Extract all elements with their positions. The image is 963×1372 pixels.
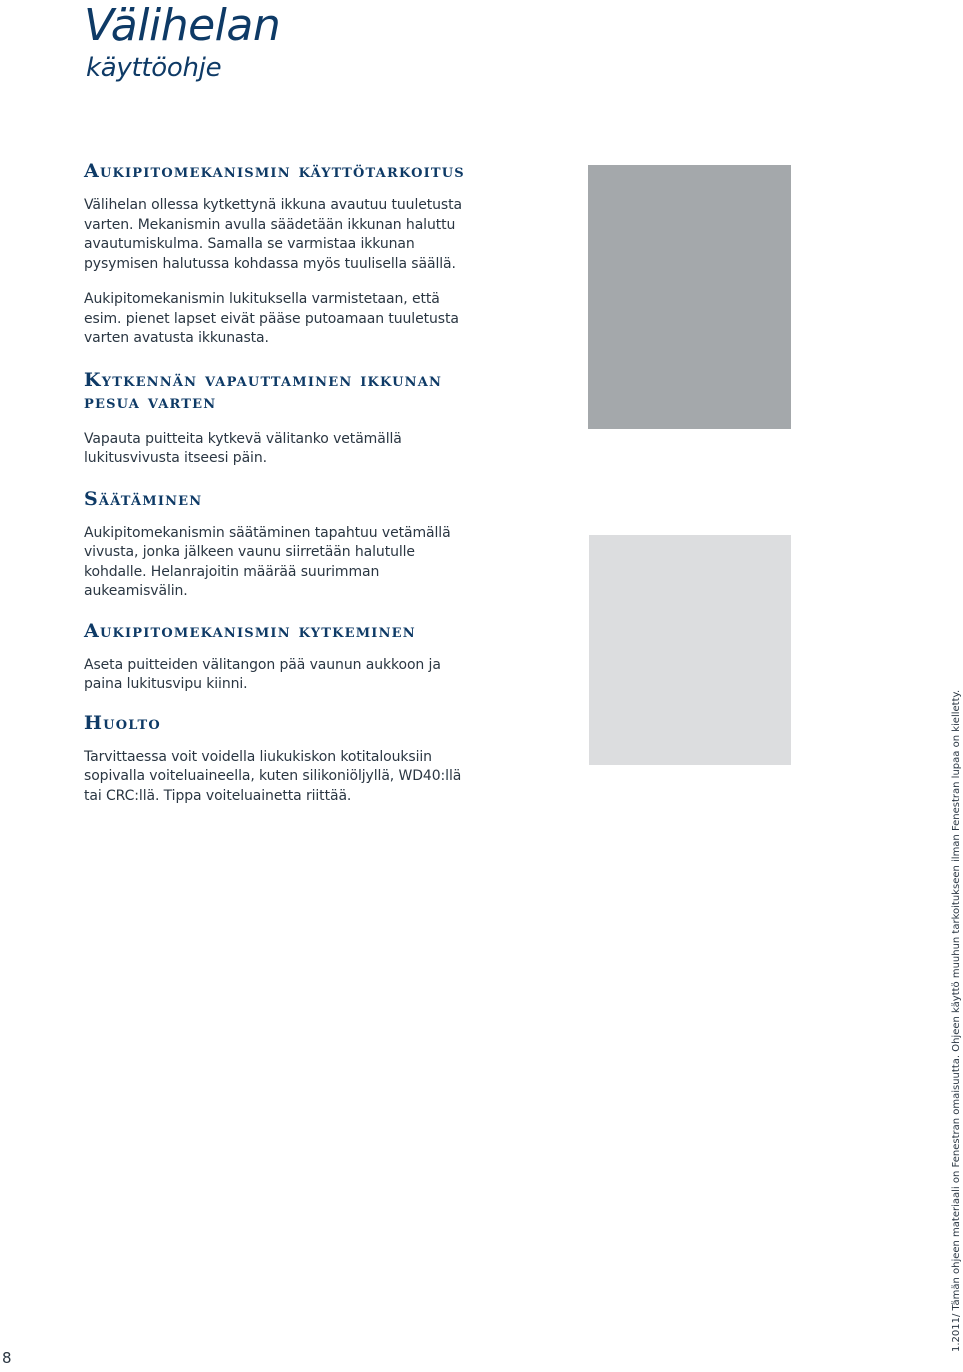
section-heading: Säätäminen <box>84 487 203 510</box>
section-heading: Huolto <box>84 711 161 734</box>
section-paragraph: Vapauta puitteita kytkevä välitanko vetämällä lukitusvivusta itseesi päin. <box>84 430 402 466</box>
section-heading: Aukipitomekanismin käyttötarkoitus <box>84 160 465 182</box>
section-heading: Kytkennän vapauttaminen ikkunan pesua varten <box>84 368 443 413</box>
page-number: 8 <box>2 1349 12 1367</box>
page-title: Välihelan <box>84 0 281 51</box>
main-content <box>84 160 474 806</box>
section-paragraph: Välihelan ollessa kytkettynä ikkuna avautuu tuuletusta varten. Mekanismin avulla säädetään ikkunan haluttu avautumiskulma. Samalla se varmistaa ikkunan pysymisen halutussa kohdassa myös tuulisella säällä. <box>84 197 462 272</box>
image-placeholder <box>589 535 791 765</box>
section-adjusting <box>84 488 474 602</box>
section-paragraph: Tarvittaessa voit voidella liukukiskon kotitalouksiin sopivalla voiteluaineella, kuten silikoniöljyllä, WD40:llä tai CRC:llä. Tippa voiteluainetta riittää. <box>84 748 462 804</box>
page-subtitle: käyttöohje <box>86 53 222 83</box>
section-release <box>84 369 474 469</box>
section-paragraph: Aseta puitteiden välitangon pää vaunun aukkoon ja paina lukitusvipu kiinni. <box>84 656 441 692</box>
section-paragraph: Aukipitomekanismin säätäminen tapahtuu vetämällä vivusta, jonka jälkeen vaunu siirretään halutulle kohdalle. Helanrajoitin määrää suurimman aukeamisvälin. <box>84 524 451 599</box>
section-paragraph: Aukipitomekanismin lukituksella varmistetaan, että esim. pienet lapset eivät pääse putoamaan tuuletusta varten avatusta ikkunasta. <box>84 291 459 346</box>
section-connecting <box>84 620 474 695</box>
image-placeholder <box>588 165 791 429</box>
copyright-notice: 1.2011/ Tämän ohjeen materiaali on Fenestran omaisuutta. Ohjeen käyttö muuhun tarkoitukseen ilman Fenestran lupaa on kielletty. <box>951 689 962 1352</box>
section-heading: Aukipitomekanismin kytkeminen <box>84 619 416 642</box>
section-purpose <box>84 160 474 349</box>
section-maintenance <box>84 712 474 807</box>
